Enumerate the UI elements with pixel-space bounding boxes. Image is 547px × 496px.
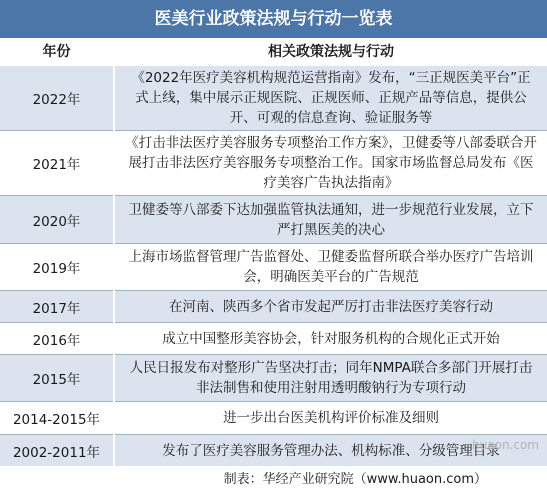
row-year: 2017年: [0, 291, 113, 322]
table-header: [0, 38, 547, 66]
table-row: [0, 435, 547, 466]
source-note: [0, 466, 547, 496]
row-text: 人民日报发布对整形广告坚决打击；同年NMPA联合多部门开展打击非法制售和使用注射用透明酸钠行为专项行动: [115, 355, 547, 401]
row-text: 《2022年医疗美容机构规范运营指南》发布，“三正规医美平台”正式上线，集中展示正规医院、正规医师、正规产品等信息，提供公开、可观的信息查询、验证服务等: [115, 66, 547, 130]
row-text: 发布了医疗美容服务管理办法、机构标准、分级管理目录: [115, 435, 547, 466]
row-text: 在河南、陕西多个省市发起严厉打击非法医疗美容行动: [115, 291, 547, 322]
header-year: 年份: [42, 44, 71, 60]
row-text: 卫健委等八部委下达加强监管执法通知，进一步规范行业发展，立下严打黑医美的决心: [115, 196, 547, 243]
table-title: 医美行业政策法规与行动一览表: [0, 0, 547, 38]
row-year: 2021年: [0, 131, 113, 195]
table-row: [0, 66, 547, 130]
row-year: 2014-2015年: [0, 402, 113, 434]
row-text: 上海市场监督管理广告监督处、卫健委监督所联合举办医疗广告培训会，明确医美平台的广告规范: [115, 244, 547, 290]
row-text: 成立中国整形美容协会，针对服务机构的合规化正式开始: [115, 323, 547, 354]
column-separator: [113, 38, 115, 466]
table-row: [0, 244, 547, 290]
source-text: 制表：华经产业研究院（www.huaon.com）: [223, 472, 487, 487]
header-policy: 相关政策法规与行动: [268, 44, 394, 60]
table-row: [0, 131, 547, 195]
row-year: 2015年: [0, 355, 113, 401]
row-year: 2002-2011年: [0, 435, 113, 466]
table-row: [0, 402, 547, 434]
table-row: [0, 291, 547, 322]
table-row: [0, 355, 547, 401]
row-year: 2016年: [0, 323, 113, 354]
watermark-logo: huaon.com: [472, 438, 539, 452]
row-text: 进一步出台医美机构评价标准及细则: [115, 402, 547, 434]
row-year: 2020年: [0, 196, 113, 243]
row-text: 《打击非法医疗美容服务专项整治工作方案》，卫健委等八部委联合开展打击非法医疗美容服务专项整治工作。国家市场监督总局发布《医疗美容广告执法指南》: [115, 131, 547, 195]
table-row: [0, 323, 547, 354]
row-year: 2022年: [0, 66, 113, 130]
table-row: [0, 196, 547, 243]
row-year: 2019年: [0, 244, 113, 290]
